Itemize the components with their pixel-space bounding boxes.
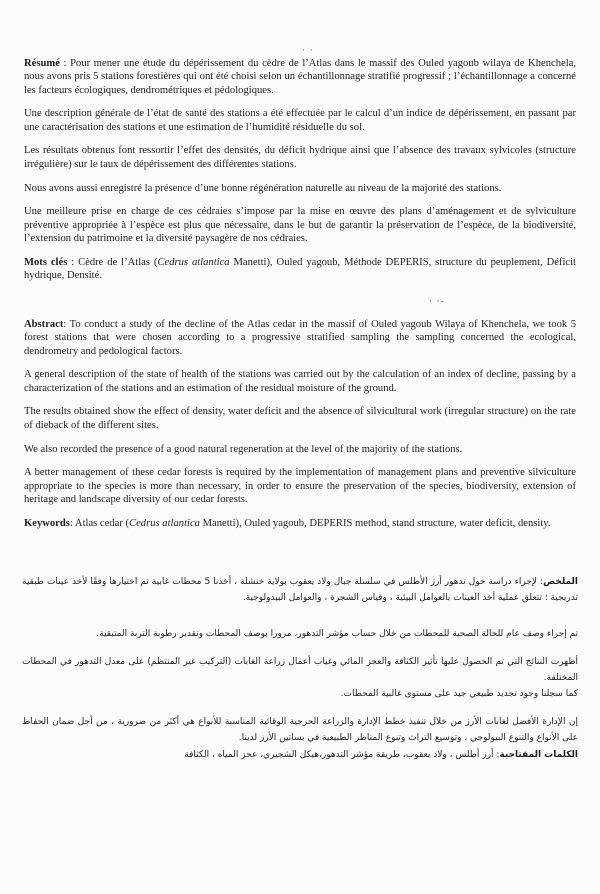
arabic-keywords-label: الكلمات المفتاحية (499, 750, 578, 760)
resume-paragraph-1: Résumé : Pour mener une étude du dépérissement du cèdre de l’Atlas dans le massif des Ouled yagoub wilaya de Khenchela, nous avons pris 5 stations forestières qui ont été choisi selon un échantillonnage stratifié progressif ; l’échantillonnage a concerné les facteurs écologiques, dendrométriques et pédologiques. (24, 58, 576, 96)
abstract-keywords: Keywords: Atlas cedar (Cedrus atlantica Manetti), Ouled yagoub, DEPERIS method, stand structure, water deficit, density. (24, 517, 551, 529)
resume-paragraph-2: Une description générale de l’état de santé des stations a été effectuée par le calcul d’un indice de dépérissement, en passant par une caractérisation des stations et une estimation de l’humidité résiduelle du sol. (24, 108, 576, 133)
abstract-section (24, 318, 576, 541)
resume-keywords-label: Mots clés (24, 256, 68, 268)
scan-mark-top: · · (302, 46, 314, 56)
arabic-paragraph-1: الملخص: لإجراء دراسة حول تدهور أرز الأطلس في سلسلة جبال ولاد يعقوب بولاية خنشلة ، أخذنا 5 محطات غابية تم اختيارها وفقًا لأخذ عينات طبقية تدريجية ؛ تتعلق عملية أخذ العينات بالعوامل البيئية ، وقياس الشجرة ، والعوامل البيدولوجية. (22, 577, 578, 603)
abstract-keywords-label: Keywords (24, 517, 70, 529)
arabic-paragraph-5: إن الإدارة الأفضل لغابات الأرز من خلال تنفيذ خطط الإدارة والزراعة الحرجية الوقائية المناسبة للأنواع هي أكثر من ضرورية ، من أجل ضمان الحفاظ على الأنواع والتنوع البيولوجي ، وتوسيع التراث وتنوع المناظر الطبيعية في بساتين الأرز لدينا. (22, 717, 578, 743)
abstract-label: Abstract (24, 319, 64, 330)
resume-paragraph-3: Les résultats obtenus font ressortir l’effet des densités, du déficit hydrique ainsi que l’absence des travaux sylvicoles (structure irrégulière) sur le taux de dépérissement des différentes stations. (24, 145, 576, 170)
resume-paragraph-5: Une meilleure prise en charge de ces cédraies s’impose par la mise en œuvre des plans d’aménagement et de sylviculture préventive appropriée à l’espèce est plus que nécessaire, dans le but de garantir la préservation de l’espèce, de la biodiversité, l’extension du patrimoine et la diversité paysagère de nos cédraies. (24, 206, 576, 244)
arabic-paragraph-2: تم إجراء وصف عام للحالة الصحية للمحطات من خلال حساب مؤشر التدهور، مرورا بوصف المحطات وتقدير رطوبة التربة المتبقية. (96, 629, 578, 639)
arabic-label: الملخص (543, 577, 578, 587)
resume-paragraph-4: Nous avons aussi enregistré la présence d’une bonne régénération naturelle au niveau de la majorité des stations. (24, 182, 502, 194)
abstract-paragraph-3: The results obtained show the effect of density, water deficit and the absence of silvicultural work (irregular structure) on the rate of dieback of the different sites. (24, 406, 576, 431)
abstract-paragraph-4: We also recorded the presence of a good natural regeneration at the level of the majority of the stations. (24, 443, 463, 455)
abstract-paragraph-2: A general description of the state of health of the stations was carried out by the calculation of an index of decline, passing by a characterization of the stations and an estimation of the residual moisture of the ground. (24, 369, 576, 394)
resume-section (24, 57, 576, 293)
resume-label: Résumé (24, 58, 60, 69)
abstract-paragraph-5: A better management of these cedar forests is required by the implementation of management plans and preventive silviculture appropriate to the species is more than necessary, in order to ensure the preservation of the species, biodiversity, extension of heritage and landscape diversity of our cedar forests. (24, 467, 576, 505)
arabic-paragraph-3: أظهرت النتائج التي تم الحصول عليها تأثير الكثافة والعجز المائي وغياب أعمال زراعة الغابات (التركيب غير المنتظم) على معدل التدهور في المحطات المختلفة. (22, 657, 578, 683)
abstract-paragraph-1: Abstract: To conduct a study of the decline of the Atlas cedar in the massif of Ouled yagoub Wilaya of Khenchela, we took 5 forest stations that were chosen according to a progressive stratified sampling the sampling concerned the ecological, dendrometry and pedological factors. (24, 319, 576, 357)
arabic-paragraph-4: كما سجلنا وجود تجديد طبيعي جيد على مستوى غالبية المحطات. (340, 689, 578, 699)
arabic-keywords: الكلمات المفتاحية: أرز أطلس ، ولاد يعقوب، طريقة مؤشر التدهور،هيكل الشجيري، عجز المياه ، الكثافة (184, 750, 578, 760)
scan-mark-middle: · ·- (429, 297, 445, 307)
resume-keywords: Mots clés : Cèdre de l’Atlas (Cedrus atlantica Manetti), Ouled yagoub, Méthode DEPERIS, structure du peuplement, Déficit hydrique, Densité. (24, 256, 576, 282)
